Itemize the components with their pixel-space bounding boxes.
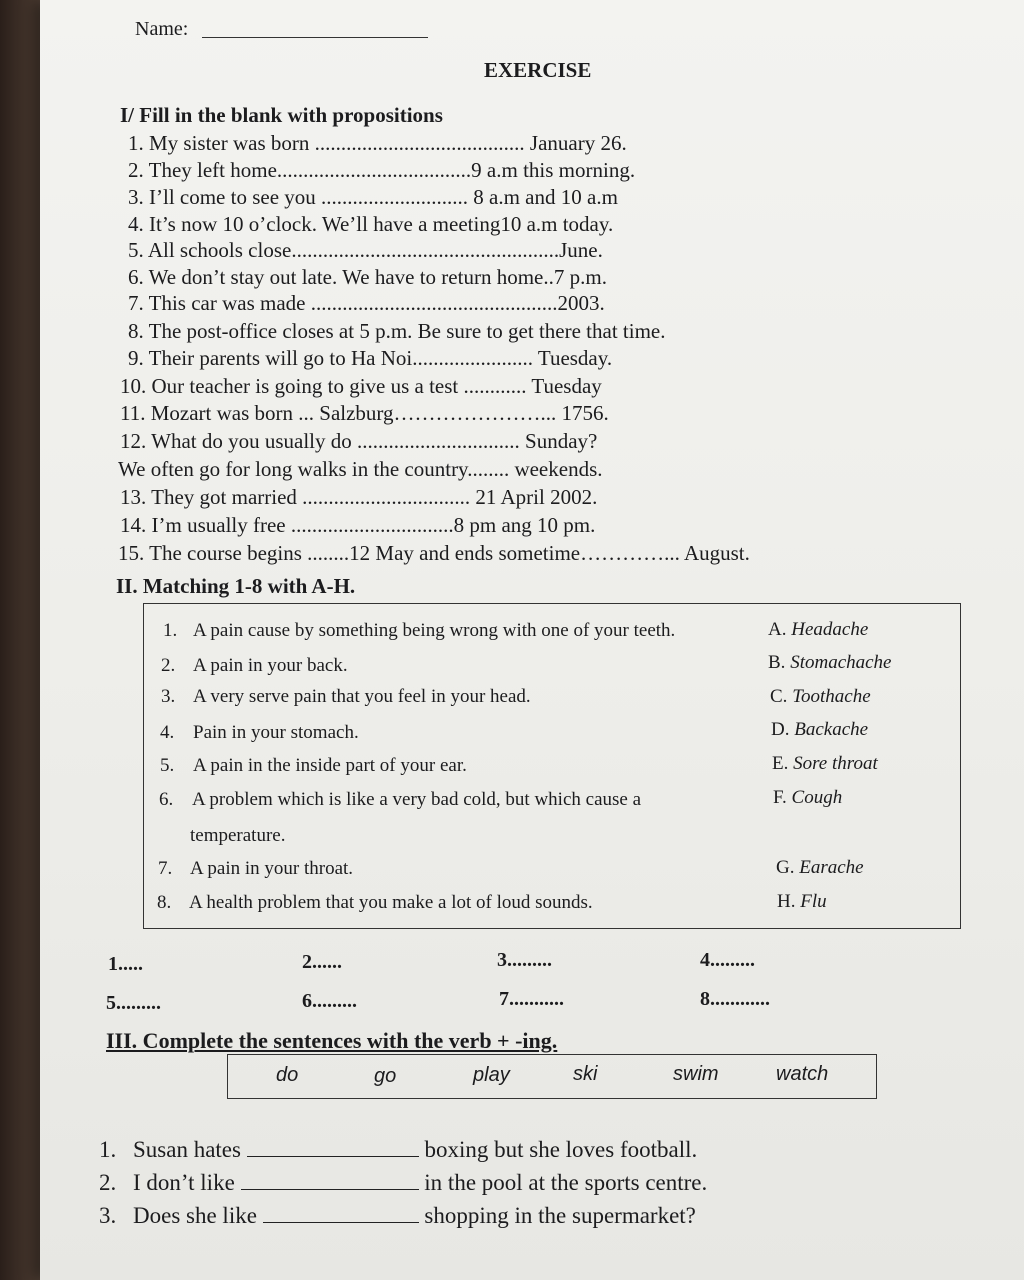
answer-slot[interactable]: 1.....	[108, 953, 143, 975]
match-option: C. Toothache	[770, 686, 871, 707]
sentence: 1. Susan hates boxing but she loves football.	[99, 1137, 698, 1162]
sentence: 2. I don’t like in the pool at the sports centre.	[99, 1170, 708, 1195]
match-item: 8. A health problem that you make a lot of loud sounds.	[157, 892, 593, 913]
fill-line: We often go for long walks in the country........ weekends.	[118, 457, 603, 481]
section1-heading: I/ Fill in the blank with propositions	[120, 103, 443, 127]
match-option: E. Sore throat	[772, 753, 878, 774]
fill-line: 13. They got married ................................ 21 April 2002.	[120, 485, 598, 509]
verb-option: watch	[776, 1063, 829, 1085]
match-item-continued: temperature.	[190, 825, 286, 846]
match-item: 6. A problem which is like a very bad cold, but which cause a	[159, 789, 642, 810]
fill-line: 8. The post-office closes at 5 p.m. Be sure to get there that time.	[128, 319, 666, 343]
section3-heading: III. Complete the sentences with the verb + -ing.	[106, 1028, 558, 1053]
page-title: EXERCISE	[484, 58, 592, 82]
match-item: 3. A very serve pain that you feel in your head.	[161, 686, 531, 707]
verb-option: do	[276, 1064, 299, 1086]
fill-line: 10. Our teacher is going to give us a test ............ Tuesday	[120, 374, 602, 398]
match-item: 1. A pain cause by something being wrong with one of your teeth.	[163, 620, 676, 641]
sentence-blank[interactable]	[247, 1155, 419, 1157]
fill-line: 1. My sister was born ........................................ January 26.	[128, 131, 627, 155]
fill-line: 14. I’m usually free ...............................8 pm ang 10 pm.	[120, 513, 596, 537]
answer-slot[interactable]: 3.........	[497, 949, 552, 971]
fill-line: 3. I’ll come to see you ............................ 8 a.m and 10 a.m	[128, 185, 618, 209]
sentence: 3. Does she like shopping in the supermarket?	[99, 1203, 696, 1228]
match-item: 2. A pain in your back.	[161, 655, 348, 676]
match-option: D. Backache	[771, 719, 869, 740]
match-option: F. Cough	[773, 787, 843, 808]
name-label: Name:	[135, 18, 189, 40]
section2-heading: II. Matching 1-8 with A-H.	[116, 574, 356, 598]
answer-slot[interactable]: 8............	[700, 988, 770, 1010]
name-blank[interactable]	[202, 37, 428, 38]
verb-option: play	[473, 1064, 510, 1086]
answer-slot[interactable]: 6.........	[302, 990, 357, 1012]
answer-slot[interactable]: 2......	[302, 951, 342, 973]
match-option: A. Headache	[768, 619, 869, 640]
fill-line: 12. What do you usually do ............................... Sunday?	[120, 429, 598, 453]
answer-slot[interactable]: 5.........	[106, 992, 161, 1014]
match-item: 5. A pain in the inside part of your ear.	[160, 755, 467, 776]
match-option: B. Stomachache	[768, 652, 892, 673]
fill-line: 11. Mozart was born ... Salzburg…………………... 1756.	[120, 401, 609, 425]
match-item: 4. Pain in your stomach.	[160, 722, 359, 743]
answer-slot[interactable]: 4.........	[700, 949, 755, 971]
answer-slot[interactable]: 7...........	[499, 988, 564, 1010]
fill-line: 7. This car was made ...............................................2003.	[128, 291, 605, 315]
verb-option: go	[374, 1065, 397, 1087]
sentence-blank[interactable]	[241, 1188, 419, 1190]
match-option: G. Earache	[776, 857, 864, 878]
worksheet-page	[40, 0, 1024, 1280]
fill-line: 2. They left home.....................................9 a.m this morning.	[128, 158, 636, 182]
match-item: 7. A pain in your throat.	[158, 858, 354, 879]
verb-option: ski	[573, 1063, 598, 1085]
fill-line: 9. Their parents will go to Ha Noi....................... Tuesday.	[128, 346, 613, 370]
fill-line: 15. The course begins ........12 May and ends sometime…………... August.	[118, 541, 750, 565]
fill-line: 6. We don’t stay out late. We have to return home..7 p.m.	[128, 265, 607, 289]
fill-line: 4. It’s now 10 o’clock. We’ll have a meeting10 a.m today.	[128, 212, 614, 236]
fill-line: 5. All schools close...................................................June.	[128, 238, 603, 262]
verb-option: swim	[673, 1063, 719, 1085]
sentence-blank[interactable]	[263, 1221, 419, 1223]
match-option: H. Flu	[777, 891, 827, 912]
